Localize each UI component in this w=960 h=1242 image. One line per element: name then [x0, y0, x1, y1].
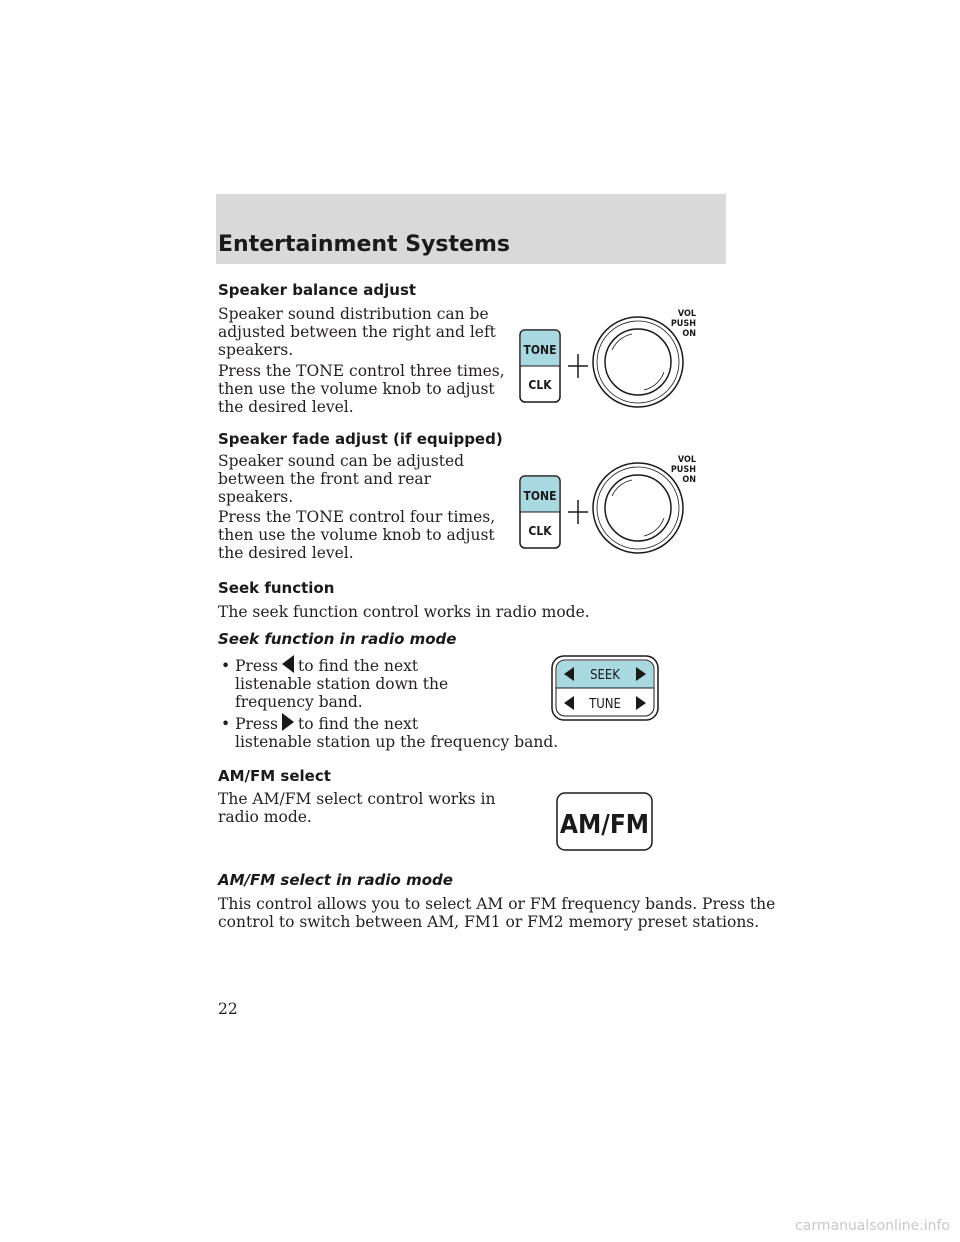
- vol-push-on-label: [671, 455, 696, 485]
- seek-bullet-up: [221, 713, 558, 751]
- seek-bullet-down: [221, 655, 448, 711]
- seek-up-icon: [282, 713, 294, 731]
- svg-text:VOL: VOL: [677, 309, 696, 319]
- text-line: between the front and rear: [218, 470, 432, 488]
- text-line: speakers.: [218, 488, 294, 506]
- svg-text:ON: ON: [682, 475, 696, 485]
- speaker-fade-heading: Speaker fade adjust (if equipped): [218, 430, 503, 448]
- text-line: radio mode.: [218, 808, 312, 826]
- text-line: Press the TONE control four times,: [218, 508, 496, 526]
- volume-knob: [593, 463, 683, 553]
- seek-radio-mode-subheading: Seek function in radio mode: [218, 630, 457, 648]
- amfm-button-label: AM/FM: [559, 810, 650, 840]
- bullet-text: to find the next: [298, 657, 419, 675]
- clk-label: CLK: [528, 378, 552, 392]
- speaker-balance-description: [218, 305, 496, 359]
- section-title: Entertainment Systems: [218, 232, 510, 257]
- speaker-fade-description: [218, 452, 464, 506]
- svg-text:PUSH: PUSH: [670, 465, 696, 475]
- plus-icon: [568, 354, 588, 378]
- text-line: the desired level.: [218, 398, 354, 416]
- watermark: carmanualsonline.info: [795, 1218, 950, 1234]
- amfm-radio-mode-description: [218, 895, 775, 931]
- tone-volume-diagram-1: [512, 300, 712, 420]
- speaker-fade-instructions: [218, 508, 495, 562]
- speaker-balance-instructions: [218, 362, 505, 416]
- tone-volume-diagram-2: [512, 446, 712, 566]
- seek-tune-diagram: [548, 652, 663, 724]
- amfm-select-description: [218, 790, 495, 826]
- seek-down-icon: [282, 655, 294, 673]
- svg-text:PUSH: PUSH: [670, 319, 696, 329]
- bullet-icon: •: [221, 715, 231, 733]
- tone-label: TONE: [523, 343, 557, 357]
- tone-clk-button: [520, 476, 560, 548]
- text-line: the desired level.: [218, 544, 354, 562]
- svg-text:ON: ON: [682, 329, 696, 339]
- text-line: Speaker sound can be adjusted: [218, 452, 465, 470]
- press-text: Press: [235, 715, 279, 733]
- text-line: Press the TONE control three times,: [218, 362, 505, 380]
- text-line: adjusted between the right and left: [218, 323, 496, 341]
- text-line: listenable station up the frequency band.: [235, 733, 559, 751]
- text-line: listenable station down the: [235, 675, 449, 693]
- amfm-button-diagram: [555, 791, 655, 853]
- seek-function-heading: Seek function: [218, 579, 335, 597]
- text-line: frequency band.: [235, 693, 363, 711]
- text-line: control to switch between AM, FM1 or FM2 memory preset stations.: [218, 913, 760, 931]
- press-text: Press: [235, 657, 279, 675]
- volume-knob: [593, 317, 683, 407]
- text-line: then use the volume knob to adjust: [218, 380, 495, 398]
- tune-label: TUNE: [589, 697, 621, 712]
- text-line: This control allows you to select AM or FM frequency bands. Press the: [218, 895, 776, 913]
- tone-clk-button: [520, 330, 560, 402]
- text-line: The AM/FM select control works in: [218, 790, 496, 808]
- plus-icon: [568, 500, 588, 524]
- bullet-text: to find the next: [298, 715, 419, 733]
- clk-label: CLK: [528, 524, 552, 538]
- speaker-balance-heading: Speaker balance adjust: [218, 281, 417, 299]
- svg-text:VOL: VOL: [677, 455, 696, 465]
- text-line: then use the volume knob to adjust: [218, 526, 495, 544]
- seek-label: SEEK: [590, 668, 620, 683]
- page-number: 22: [218, 1000, 238, 1018]
- text-line: Speaker sound distribution can be: [218, 305, 489, 323]
- amfm-radio-mode-subheading: AM/FM select in radio mode: [218, 871, 453, 889]
- bullet-icon: •: [221, 657, 231, 675]
- vol-push-on-label: [671, 309, 696, 339]
- tone-label: TONE: [523, 489, 557, 503]
- text-line: speakers.: [218, 341, 294, 359]
- seek-function-intro: The seek function control works in radio mode.: [218, 603, 590, 621]
- amfm-select-heading: AM/FM select: [218, 767, 331, 785]
